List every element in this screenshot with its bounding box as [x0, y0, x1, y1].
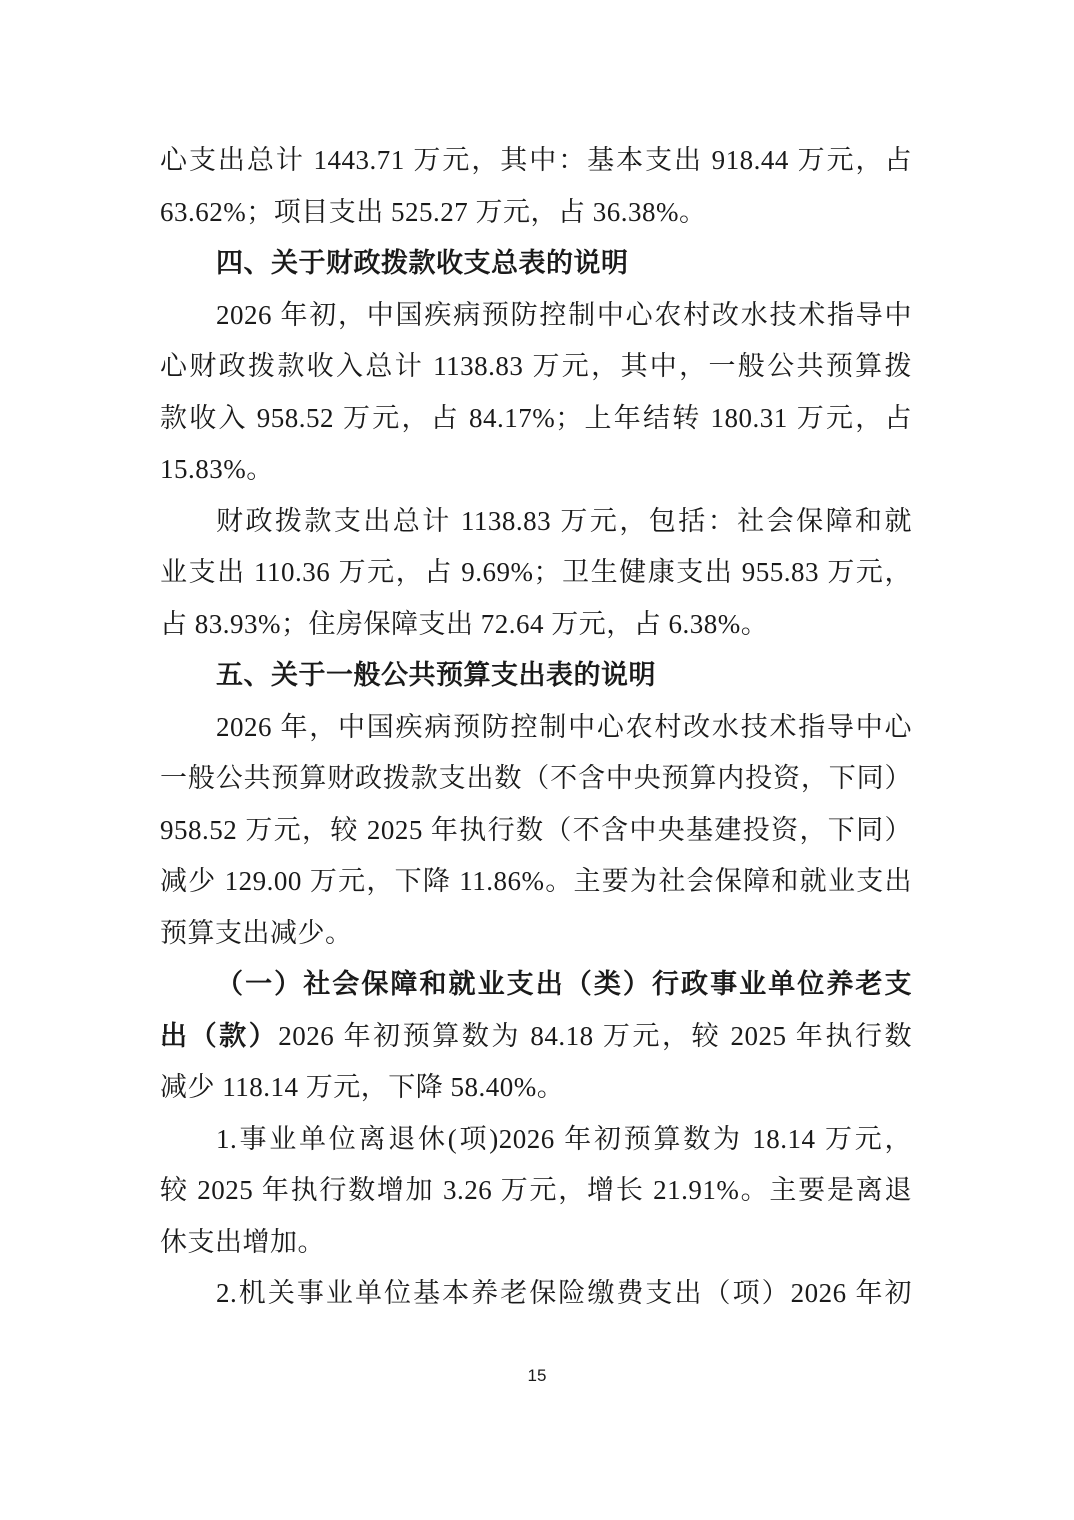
text-line [160, 856, 912, 908]
section-heading [160, 238, 912, 290]
text-run: 休支出增加。 [160, 1226, 325, 1257]
text-run: 心财政拨款收入总计 1138.83 万元，其中，一般公共预算拨 [160, 351, 912, 381]
text-run: 63.62%；项目支出 525.27 万元，占 36.38%。 [160, 196, 707, 227]
text-line [160, 547, 912, 599]
text-run: 2026 年初，中国疾病预防控制中心农村改水技术指导中 [216, 299, 912, 330]
text-line [160, 290, 912, 342]
text-line [160, 908, 912, 960]
paragraph [160, 290, 912, 496]
text-run: 减少 129.00 万元，下降 11.86%。主要为社会保障和就业支出 [160, 866, 912, 896]
text-line [160, 702, 912, 754]
text-run: 较 2025 年执行数增加 3.26 万元，增长 21.91%。主要是离退 [160, 1175, 912, 1205]
text-run: 一般公共预算财政拨款支出数（不含中央预算内投资，下同） [160, 763, 912, 793]
text-line [160, 187, 912, 239]
text-run: 15.83%。 [160, 454, 274, 484]
text-line [160, 238, 912, 290]
text-line [160, 805, 912, 857]
text-line [160, 393, 912, 445]
text-run: 2026 年初预算数为 84.18 万元，较 2025 年执行数 [278, 1020, 912, 1051]
text-line [160, 753, 912, 805]
text-line [160, 496, 912, 548]
text-run: 业支出 110.36 万元，占 9.69%；卫生健康支出 955.83 万元， [160, 557, 912, 587]
paragraph [160, 1268, 912, 1320]
document-text-block [160, 135, 912, 1320]
text-run: 占 83.93%；住房保障支出 72.64 万元，占 6.38%。 [160, 608, 769, 639]
text-line [160, 1268, 912, 1320]
text-line [160, 1011, 912, 1063]
text-run: 财政拨款支出总计 1138.83 万元，包括：社会保障和就 [216, 505, 912, 536]
text-run: 预算支出减少。 [160, 917, 353, 948]
text-run: 2026 年，中国疾病预防控制中心农村改水技术指导中心 [216, 711, 912, 742]
bold-text-run: 出（款） [160, 1020, 279, 1051]
text-run: 2.机关事业单位基本养老保险缴费支出（项）2026 年初 [216, 1278, 912, 1308]
text-line [160, 341, 912, 393]
section-heading [160, 650, 912, 702]
text-line [160, 1114, 912, 1166]
paragraph [160, 1114, 912, 1269]
text-run: 1.事业单位离退休(项)2026 年初预算数为 18.14 万元， [216, 1123, 912, 1154]
bold-text-run: （一）社会保障和就业支出（类）行政事业单位养老支 [216, 969, 912, 999]
text-line [160, 959, 912, 1011]
text-line [160, 1217, 912, 1269]
text-line [160, 135, 912, 187]
text-run: 心支出总计 1443.71 万元，其中：基本支出 918.44 万元，占 [160, 145, 912, 175]
text-line [160, 1165, 912, 1217]
text-run: 款收入 958.52 万元，占 84.17%；上年结转 180.31 万元，占 [160, 402, 912, 433]
text-line [160, 1062, 912, 1114]
paragraph [160, 702, 912, 960]
text-run: 958.52 万元，较 2025 年执行数（不含中央基建投资，下同） [160, 814, 912, 845]
text-run: 减少 118.14 万元，下降 58.40%。 [160, 1072, 565, 1102]
text-line [160, 599, 912, 651]
page-number: 15 [527, 1366, 547, 1385]
bold-text-run: 五、关于一般公共预算支出表的说明 [216, 660, 656, 690]
text-line [160, 444, 912, 496]
bold-text-run: 四、关于财政拨款收支总表的说明 [216, 248, 629, 278]
paragraph [160, 959, 912, 1114]
paragraph [160, 135, 912, 238]
text-line [160, 650, 912, 702]
paragraph [160, 496, 912, 651]
